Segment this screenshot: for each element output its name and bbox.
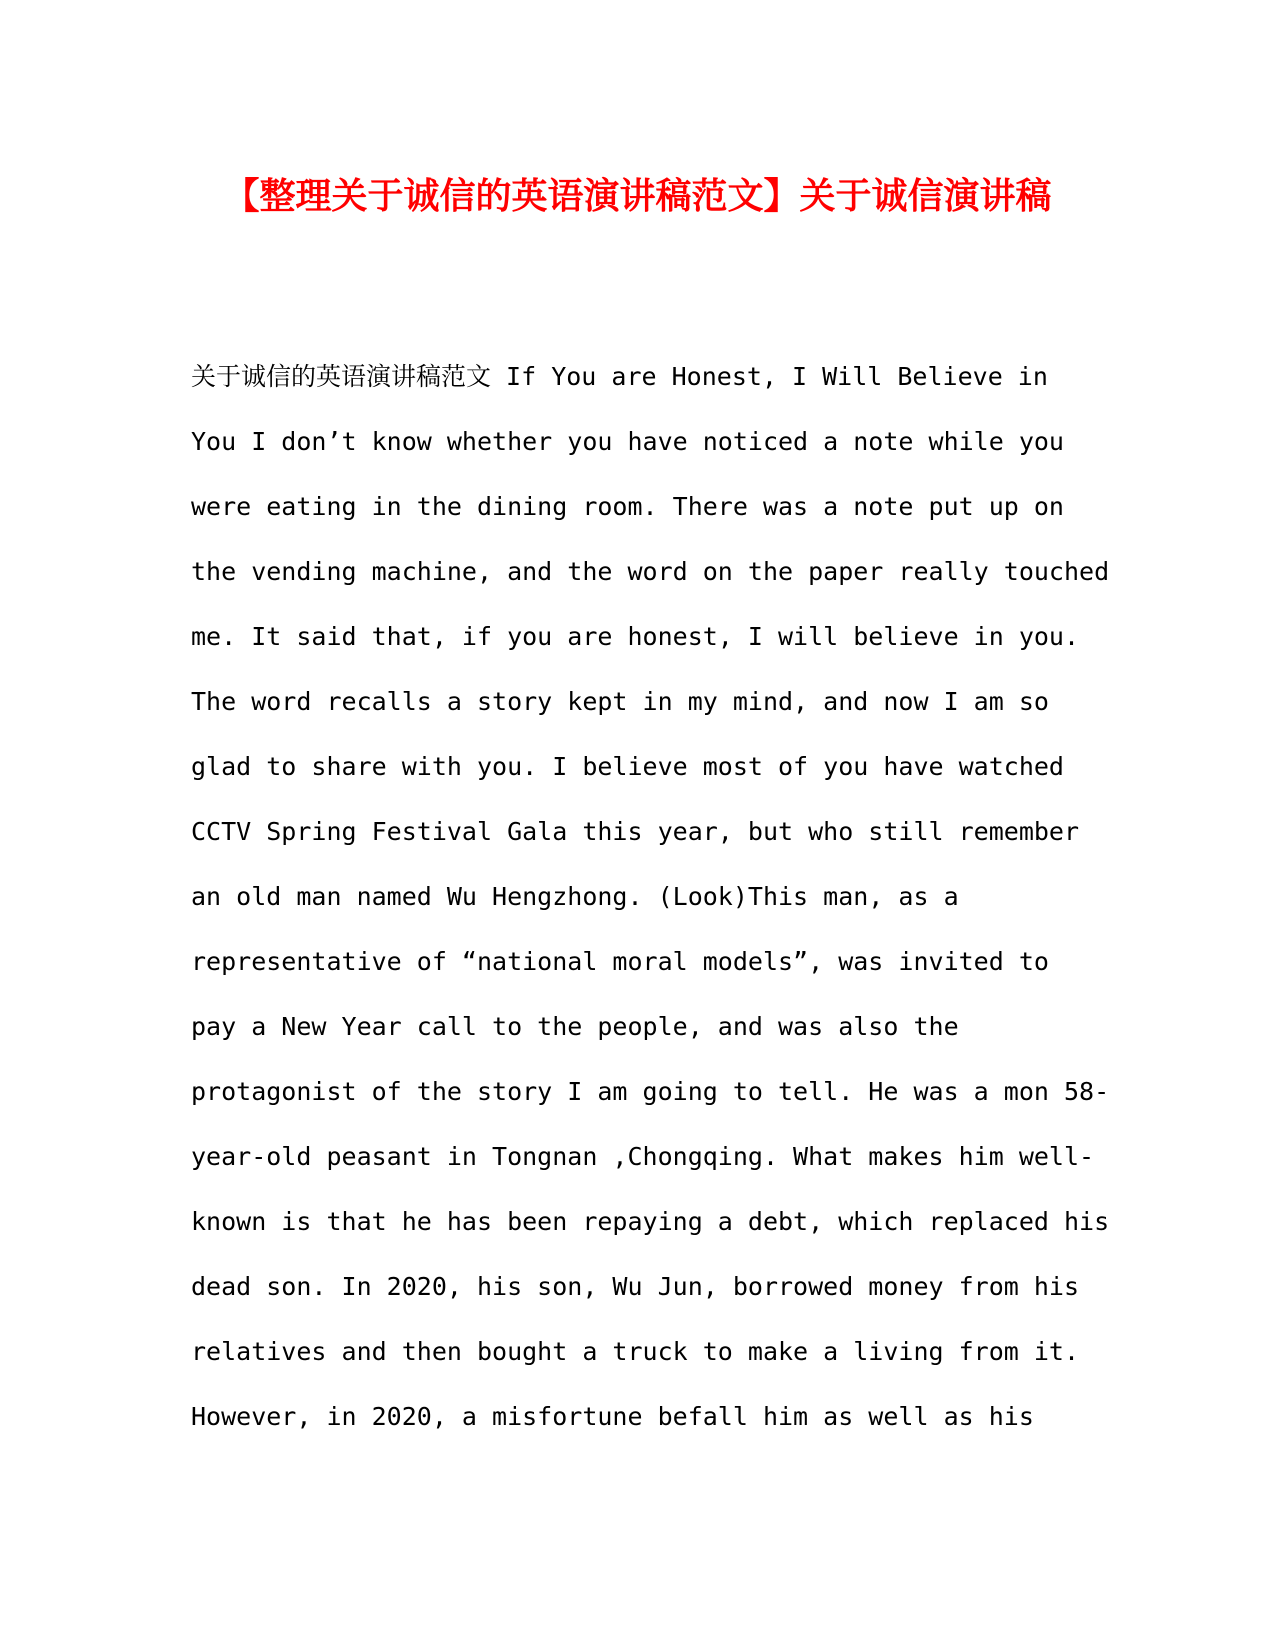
text-line-13: year-old peasant in Tongnan ,Chongqing. What makes him well- — [191, 1142, 1095, 1171]
text-line-2: You I don’t know whether you have noticed a note while you — [191, 427, 1064, 456]
text-line-4: the vending machine, and the word on the paper really touched — [191, 557, 1110, 586]
text-line-10: representative of “national moral models”, was invited to — [191, 947, 1049, 976]
text-line-7: glad to share with you. I believe most of you have watched — [191, 752, 1064, 781]
text-line-3: were eating in the dining room. There was a note put up on — [191, 492, 1064, 521]
text-line-5: me. It said that, if you are honest, I will believe in you. — [191, 622, 1080, 651]
text-line-16: relatives and then bought a truck to make a living from it. — [191, 1337, 1080, 1366]
text-line-12: protagonist of the story I am going to tell. He was a mon 58- — [191, 1077, 1110, 1106]
text-line-15: dead son. In 2020, his son, Wu Jun, borrowed money from his — [191, 1272, 1080, 1301]
document-title: 【整理关于诚信的英语演讲稿范文】关于诚信演讲稿 — [223, 175, 1052, 217]
text-line-1: 关于诚信的英语演讲稿范文 If You are Honest, I Will Believe in — [191, 362, 1048, 391]
text-line-9: an old man named Wu Hengzhong. (Look)This man, as a — [191, 882, 959, 911]
text-line-14: known is that he has been repaying a debt, which replaced his — [191, 1207, 1110, 1236]
text-line-6: The word recalls a story kept in my mind, and now I am so — [191, 687, 1049, 716]
text-line-17: However, in 2020, a misfortune befall him as well as his — [191, 1402, 1034, 1431]
text-line-8: CCTV Spring Festival Gala this year, but who still remember — [191, 817, 1080, 846]
body-paragraph — [191, 344, 1110, 1449]
text-line-11: pay a New Year call to the people, and was also the — [191, 1012, 959, 1041]
